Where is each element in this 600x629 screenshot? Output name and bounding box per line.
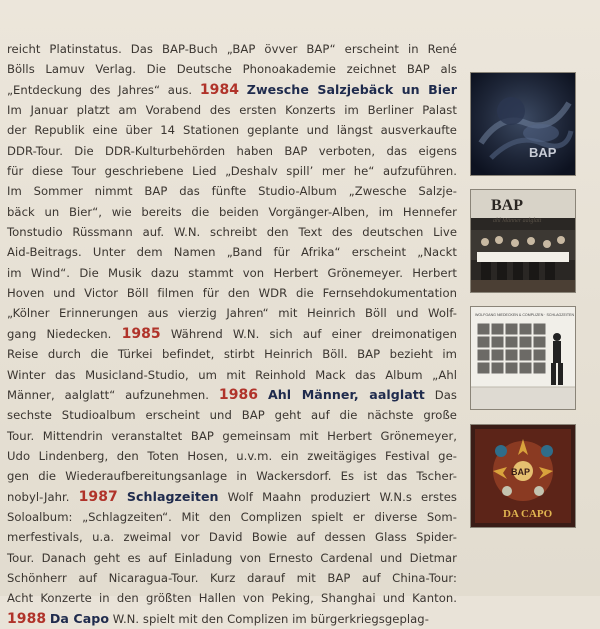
text-segment: Während W.N. sich auf einer dreimonatigen [160, 326, 457, 341]
cover-1987-header: WOLFGANG NIEDECKEN & COMPLIZEN · SCHLAGZEITEN [475, 313, 575, 317]
text-segment: nobyl-Jahr. [7, 489, 79, 504]
cover-1988-band: BAP [511, 467, 531, 477]
text-segment: DDR-Tour. Die DDR-Kulturbehörden haben BAP verboten, das eigens [7, 143, 457, 158]
text-line [7, 202, 457, 222]
year-heading: 1988 [7, 610, 47, 627]
text-line [7, 181, 457, 201]
text-line [7, 100, 457, 120]
text-line [7, 507, 457, 527]
text-segment: Aid-Beitrags. Unter dem Namen „Band für Afrika“ erscheint „Nackt [7, 245, 457, 260]
text-line [7, 548, 457, 568]
text-segment: Reise durch die Türkei befindet, stirbt Heinrich Böll. BAP bezieht im [7, 347, 457, 362]
text-line [7, 141, 457, 161]
year-heading: 1987 [78, 488, 118, 505]
text-segment: „Entdeckung des Jahres“ aus. [7, 82, 200, 97]
text-line [7, 588, 457, 608]
text-line [7, 39, 457, 59]
text-segment: Tour. Danach geht es auf Einladung von Ernesto Cardenal und Dietmar [7, 550, 457, 565]
text-segment: für diese Tour geschriebene Lied „Deshalv spill’ mer he“ aufzuführen. [7, 164, 457, 179]
year-heading: 1985 [121, 325, 161, 342]
text-segment: der Republik eine über 14 Stationen geplante und längst ausverkaufte [7, 123, 457, 138]
text-segment: reicht Platinstatus. Das BAP-Buch „BAP övver BAP“ erscheint in René [7, 42, 457, 56]
text-line [7, 263, 457, 283]
cover-1986-band: BAP [491, 197, 523, 214]
chronology-text [7, 39, 457, 629]
text-segment: Acht Konzerte in den größten Hallen von Peking, Shanghai und Kanton. [7, 591, 457, 606]
text-segment: merfestivals, u.a. zweimal vor David Bowie auf dessen Glass Spider- [7, 530, 457, 545]
text-line [7, 303, 457, 323]
text-segment: „Kölner Erinnerungen aus vierzig Jahren“ mit Heinrich Böll und Wolf- [7, 306, 457, 321]
text-line [7, 324, 457, 344]
text-line [7, 80, 457, 100]
text-line [7, 527, 457, 547]
text-segment: im Wind“. Die Musik dazu stammt von Herbert Grönemeyer. Herbert [7, 265, 457, 280]
text-segment: Männer, aalglatt“ aufzunehmen. [7, 387, 219, 402]
text-segment: Winter das Musicland-Studio, um mit Reinhold Mack das Album „Ahl [7, 367, 457, 382]
text-line [7, 242, 457, 262]
text-segment: Udo Lindenberg, den Toten Hosen, u.v.m. ein zweitägiges Festival ge- [7, 448, 457, 463]
text-line [7, 344, 457, 364]
text-line [7, 385, 457, 405]
text-segment: Soloalbum: „Schlagzeiten“. Mit den Complizen spielt er diverse Som- [7, 509, 457, 524]
text-segment: gang Niedecken. [7, 326, 122, 341]
album-title: Ahl Männer, aalglatt [267, 386, 425, 402]
album-title: Schlagzeiten [126, 488, 219, 504]
text-line [7, 426, 457, 446]
album-cover-1984 [470, 72, 576, 176]
cover-1986-subtitle: ahl Männer aalglatt [493, 218, 542, 224]
text-line [7, 568, 457, 588]
text-segment: Wolf Maahn produziert W.N.s erstes [218, 489, 457, 504]
album-cover-1986 [470, 189, 576, 293]
text-segment [258, 388, 268, 402]
album-title: Zwesche Salzjebäck un Bier [246, 81, 457, 97]
text-line [7, 446, 457, 466]
year-heading: 1984 [199, 81, 240, 98]
text-line [7, 222, 457, 242]
text-line [7, 609, 457, 629]
text-segment: Tonstudio Rüssmann auf. W.N. schreibt den Text des deutschen Live [7, 225, 457, 240]
text-segment: Hoven und Victor Böll filmen für den WDR die Fernsehdokumentation [7, 286, 457, 301]
album-cover-1988 [470, 424, 576, 528]
album-cover-1987 [470, 306, 576, 410]
text-segment: W.N. spielt mit den Complizen im bürgerkriegsgeplag- [109, 611, 429, 626]
text-line [7, 120, 457, 140]
text-line [7, 161, 457, 181]
cover-1984-band: BAP [529, 145, 557, 160]
text-segment [118, 490, 127, 504]
year-heading: 1986 [218, 386, 259, 403]
cover-1988-title: DA CAPO [503, 508, 553, 520]
text-segment: gen die Wiederaufbereitungsanlage in Wackersdorf. Es ist das Tscher- [7, 469, 457, 484]
text-line [7, 487, 457, 507]
text-segment: bäck un Bier“, wie bereits die beiden Vorgänger-Alben, im Hennefer [7, 204, 457, 219]
text-line [7, 466, 457, 486]
text-segment: Im Sommer nimmt BAP das fünfte Studio-Album „Zwesche Salzje- [7, 184, 457, 199]
text-segment [239, 83, 247, 97]
text-segment: sechste Studioalbum erscheint und BAP geht auf die nächste große [7, 408, 457, 423]
text-line [7, 283, 457, 303]
text-segment: Das [424, 387, 457, 402]
album-title: Da Capo [49, 610, 110, 626]
text-segment: Schönherr auf Nicaragua-Tour. Kurz darauf mit BAP auf China-Tour: [7, 570, 457, 585]
text-segment: Bölls Lamuv Verlag. Die Deutsche Phonoakademie zeichnet BAP als [7, 62, 457, 77]
text-line [7, 405, 457, 425]
text-line [7, 365, 457, 385]
text-segment: Im Januar platzt am Vorabend des ersten Konzerts im Berliner Palast [7, 103, 457, 118]
text-line [7, 59, 457, 79]
text-segment: Tour. Mittendrin veranstaltet BAP gemeinsam mit Herbert Grönemeyer, [7, 428, 457, 443]
